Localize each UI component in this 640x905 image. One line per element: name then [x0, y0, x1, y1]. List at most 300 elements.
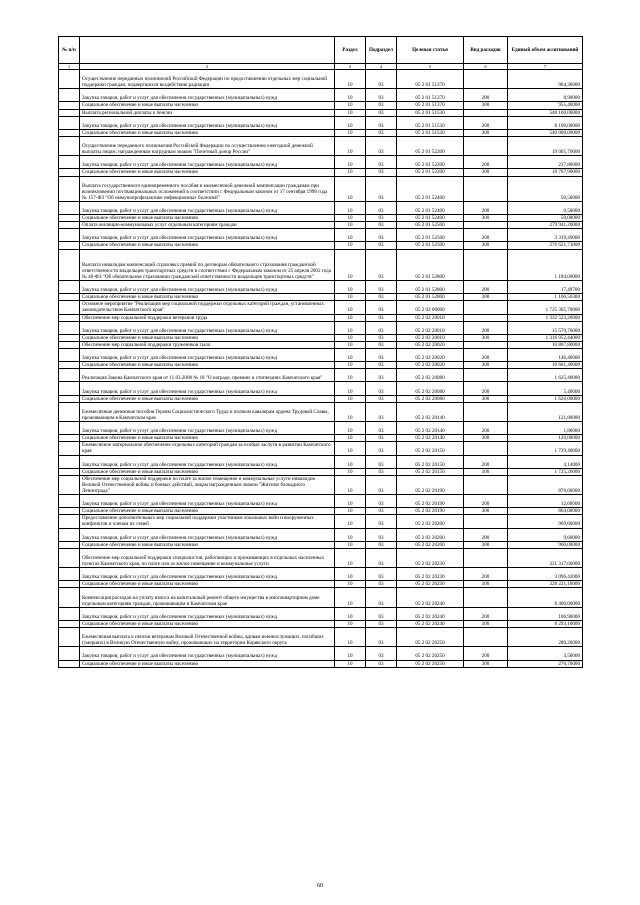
num-cell [59, 215, 80, 222]
table-row [59, 508, 583, 515]
amount-cell: 540 000,00000 [508, 129, 583, 136]
podrazdel-cell: 03 [366, 607, 397, 620]
num-cell [59, 349, 80, 362]
num-cell [59, 341, 80, 348]
razdel-cell: 10 [335, 647, 366, 660]
item-name: Предоставление дополнительных мер социальной поддержки участникам локальных войн и вооруженных конфликтов и членам их семей [80, 515, 335, 528]
table-row [59, 156, 583, 169]
razdel-cell: 10 [335, 201, 366, 214]
target-article-cell: 05 2 01 52800 [397, 294, 464, 301]
target-article-cell: 05 2 02 20230 [397, 568, 464, 581]
podrazdel-cell: 03 [366, 362, 397, 369]
razdel-cell: 10 [335, 422, 366, 435]
amount-cell: 4,14000 [508, 455, 583, 468]
amount-cell: 1 725,26000 [508, 468, 583, 475]
column-number: 6 [464, 64, 508, 70]
razdel-cell: 10 [335, 581, 366, 588]
item-name: Социальное обеспечение и иные выплаты населению [80, 541, 335, 548]
item-name: Ежемесячные денежные пособия Героям Социалистического Труда и полным кавалерам ордена Трудовой Славы, проживающим в Камчатском крае [80, 402, 335, 421]
amount-cell: 1 184,00000 [508, 249, 583, 281]
podrazdel-cell: 03 [366, 528, 397, 541]
item-name: Социальное обеспечение и иные выплаты населению [80, 620, 335, 627]
target-article-cell: 05 2 02 20200 [397, 528, 464, 541]
podrazdel-cell: 03 [366, 169, 397, 176]
podrazdel-cell: 03 [366, 314, 397, 321]
header-target-article: Целевая статья [397, 37, 464, 64]
num-cell [59, 468, 80, 475]
podrazdel-cell: 03 [366, 129, 397, 136]
target-article-cell: 05 2 02 20010 [397, 321, 464, 334]
razdel-cell: 10 [335, 116, 366, 129]
item-name: Закупка товаров, работ и услуг для обеспечения государственных (муниципальных) нужд [80, 647, 335, 660]
razdel-cell: 10 [335, 294, 366, 301]
expense-type-cell [464, 176, 508, 201]
target-article-cell: 05 2 01 52400 [397, 176, 464, 201]
item-name: Социальное обеспечение и иные выплаты населению [80, 395, 335, 402]
expense-type-cell [464, 70, 508, 89]
header-name [80, 37, 335, 64]
podrazdel-cell: 03 [366, 301, 397, 314]
expense-type-cell [464, 136, 508, 155]
amount-cell: 19 005,70000 [508, 136, 583, 155]
target-article-cell: 05 2 01 52500 [397, 222, 464, 229]
amount-cell: 1 729,40000 [508, 442, 583, 455]
razdel-cell: 10 [335, 628, 366, 647]
razdel-cell: 10 [335, 620, 366, 627]
razdel-cell: 10 [335, 70, 366, 89]
item-name: Обеспечение мер социальной поддержки специалистов, работающих и проживающих в отдельных населенных пунктах Камчатского края, по плате или за жилое помещение и коммунальные услуги [80, 548, 335, 567]
item-name: Социальное обеспечение и иные выплаты населению [80, 468, 335, 475]
amount-cell: 3,50000 [508, 647, 583, 660]
amount-cell: 331 317,60000 [508, 548, 583, 567]
target-article-cell: 05 2 02 20140 [397, 435, 464, 442]
target-article-cell: 05 2 01 52200 [397, 156, 464, 169]
podrazdel-cell: 03 [366, 402, 397, 421]
amount-cell: 1 332 523,20000 [508, 314, 583, 321]
podrazdel-cell: 03 [366, 215, 397, 222]
target-article-cell: 05 2 01 52800 [397, 281, 464, 294]
podrazdel-cell: 03 [366, 136, 397, 155]
num-cell [59, 382, 80, 395]
target-article-cell: 05 2 01 52200 [397, 169, 464, 176]
razdel-cell: 10 [335, 468, 366, 475]
razdel-cell: 10 [335, 89, 366, 102]
expense-type-cell: 200 [464, 229, 508, 242]
expense-type-cell [464, 515, 508, 528]
item-name: Закупка товаров, работ и услуг для обеспечения государственных (муниципальных) нужд [80, 349, 335, 362]
razdel-cell: 10 [335, 435, 366, 442]
target-article-cell: 05 2 01 51370 [397, 70, 464, 89]
num-cell [59, 495, 80, 508]
item-name: Социальное обеспечение и иные выплаты населению [80, 129, 335, 136]
table-row [59, 362, 583, 369]
target-article-cell: 05 2 02 20020 [397, 362, 464, 369]
podrazdel-cell: 03 [366, 176, 397, 201]
num-cell [59, 176, 80, 201]
expense-type-cell: 300 [464, 362, 508, 369]
num-cell [59, 249, 80, 281]
num-cell [59, 620, 80, 627]
table-row [59, 89, 583, 102]
num-cell [59, 222, 80, 229]
expense-type-cell: 200 [464, 422, 508, 435]
expense-type-cell: 300 [464, 581, 508, 588]
expense-type-cell [464, 369, 508, 382]
podrazdel-cell: 03 [366, 156, 397, 169]
razdel-cell: 10 [335, 607, 366, 620]
num-cell [59, 475, 80, 494]
podrazdel-cell: 03 [366, 660, 397, 667]
razdel-cell: 10 [335, 455, 366, 468]
target-article-cell: 05 2 02 20080 [397, 395, 464, 402]
razdel-cell: 10 [335, 222, 366, 229]
table-row [59, 442, 583, 455]
expense-type-cell: 200 [464, 528, 508, 541]
num-cell [59, 334, 80, 341]
amount-cell: 1 166,50300 [508, 294, 583, 301]
amount-cell: 50,00000 [508, 215, 583, 222]
podrazdel-cell: 03 [366, 70, 397, 89]
table-row [59, 222, 583, 229]
column-number: 2 [80, 64, 335, 70]
item-name: Обеспечение мер социальной поддержки ветеранов труда [80, 314, 335, 321]
podrazdel-cell: 03 [366, 382, 397, 395]
podrazdel-cell: 03 [366, 422, 397, 435]
item-name: Социальное обеспечение и иные выплаты населению [80, 508, 335, 515]
item-name: Закупка товаров, работ и услуг для обеспечения государственных (муниципальных) нужд [80, 455, 335, 468]
expense-type-cell [464, 222, 508, 229]
expense-type-cell: 200 [464, 568, 508, 581]
amount-cell: 955,40000 [508, 102, 583, 109]
table-row [59, 660, 583, 667]
item-name: Закупка товаров, работ и услуг для обеспечения государственных (муниципальных) нужд [80, 201, 335, 214]
expense-type-cell: 300 [464, 508, 508, 515]
expense-type-cell [464, 402, 508, 421]
item-name: Закупка товаров, работ и услуг для обеспечения государственных (муниципальных) нужд [80, 229, 335, 242]
target-article-cell: 05 2 02 20240 [397, 620, 464, 627]
razdel-cell: 10 [335, 176, 366, 201]
amount-cell: 1 620,00000 [508, 395, 583, 402]
target-article-cell: 05 2 02 20200 [397, 541, 464, 548]
razdel-cell: 10 [335, 314, 366, 321]
table-row [59, 628, 583, 647]
num-cell [59, 508, 80, 515]
razdel-cell: 10 [335, 281, 366, 294]
podrazdel-cell: 03 [366, 222, 397, 229]
expense-type-cell [464, 475, 508, 494]
item-name: Закупка товаров, работ и услуг для обеспечения государственных (муниципальных) нужд [80, 89, 335, 102]
table-row [59, 102, 583, 109]
item-name: Ежемесячное материальное обеспечение отдельных категорий граждан за особые заслуги в развитии Камчатского края [80, 442, 335, 455]
podrazdel-cell: 03 [366, 334, 397, 341]
item-name: Социальное обеспечение и иные выплаты населению [80, 581, 335, 588]
target-article-cell: 05 2 01 51530 [397, 109, 464, 116]
expense-type-cell: 300 [464, 102, 508, 109]
num-cell [59, 548, 80, 567]
amount-cell: 548 100,00000 [508, 109, 583, 116]
amount-cell: 8 400,00000 [508, 588, 583, 607]
amount-cell: 121,80000 [508, 402, 583, 421]
amount-cell: 969,60000 [508, 515, 583, 528]
razdel-cell: 10 [335, 362, 366, 369]
podrazdel-cell: 03 [366, 568, 397, 581]
num-cell [59, 70, 80, 89]
razdel-cell: 10 [335, 402, 366, 421]
razdel-cell: 10 [335, 249, 366, 281]
expense-type-cell: 300 [464, 620, 508, 627]
num-cell [59, 156, 80, 169]
table-row [59, 620, 583, 627]
table-row [59, 215, 583, 222]
target-article-cell: 05 2 01 51370 [397, 102, 464, 109]
num-cell [59, 628, 80, 647]
podrazdel-cell: 03 [366, 395, 397, 402]
num-cell [59, 89, 80, 102]
expense-type-cell: 300 [464, 242, 508, 249]
num-cell [59, 422, 80, 435]
table-row [59, 229, 583, 242]
amount-cell: 50,50000 [508, 176, 583, 201]
table-row [59, 369, 583, 382]
razdel-cell: 10 [335, 349, 366, 362]
table-row [59, 548, 583, 567]
razdel-cell: 10 [335, 301, 366, 314]
expense-type-cell: 200 [464, 116, 508, 129]
target-article-cell: 05 2 02 20190 [397, 475, 464, 494]
amount-cell: 17,49700 [508, 281, 583, 294]
razdel-cell: 10 [335, 508, 366, 515]
razdel-cell: 10 [335, 495, 366, 508]
expense-type-cell: 200 [464, 321, 508, 334]
table-row [59, 70, 583, 89]
item-name: Социальное обеспечение и иные выплаты населению [80, 215, 335, 222]
table-row [59, 528, 583, 541]
razdel-cell: 10 [335, 334, 366, 341]
amount-cell: 146,40000 [508, 349, 583, 362]
num-cell [59, 321, 80, 334]
razdel-cell: 10 [335, 215, 366, 222]
target-article-cell: 05 2 01 52800 [397, 249, 464, 281]
expense-type-cell: 200 [464, 349, 508, 362]
table-row [59, 321, 583, 334]
target-article-cell: 05 2 02 20010 [397, 314, 464, 321]
podrazdel-cell: 03 [366, 242, 397, 249]
amount-cell: 864,00000 [508, 508, 583, 515]
table-row [59, 475, 583, 494]
podrazdel-cell: 03 [366, 321, 397, 334]
amount-cell: 280,20000 [508, 628, 583, 647]
target-article-cell: 05 2 02 20230 [397, 548, 464, 567]
podrazdel-cell: 03 [366, 495, 397, 508]
num-cell [59, 314, 80, 321]
amount-cell: 0,50000 [508, 201, 583, 214]
amount-cell: 120,00000 [508, 435, 583, 442]
podrazdel-cell: 03 [366, 435, 397, 442]
header-amount: Единый объем ассигнований [508, 37, 583, 64]
table-row [59, 169, 583, 176]
razdel-cell: 10 [335, 109, 366, 116]
amount-cell: 964,30000 [508, 70, 583, 89]
razdel-cell: 10 [335, 528, 366, 541]
expense-type-cell: 300 [464, 334, 508, 341]
podrazdel-cell: 03 [366, 109, 397, 116]
amount-cell: 876,60000 [508, 475, 583, 494]
expense-type-cell [464, 301, 508, 314]
num-cell [59, 201, 80, 214]
item-name: Оплата жилищно-коммунальных услуг отдельным категориям граждан [80, 222, 335, 229]
target-article-cell: 05 2 02 20080 [397, 382, 464, 395]
expense-type-cell [464, 314, 508, 321]
podrazdel-cell: 03 [366, 548, 397, 567]
num-cell [59, 435, 80, 442]
amount-cell: 279 941,20000 [508, 222, 583, 229]
table-row [59, 176, 583, 201]
expense-type-cell: 200 [464, 382, 508, 395]
target-article-cell: 05 2 02 20080 [397, 369, 464, 382]
podrazdel-cell: 03 [366, 455, 397, 468]
expense-type-cell: 200 [464, 647, 508, 660]
expense-type-cell: 300 [464, 129, 508, 136]
num-cell [59, 568, 80, 581]
column-number: 5 [397, 64, 464, 70]
expense-type-cell: 200 [464, 607, 508, 620]
expense-type-cell: 300 [464, 435, 508, 442]
expense-type-cell: 300 [464, 215, 508, 222]
item-name: Компенсация расходов на уплату взноса на капитальный ремонт общего имущества в многоквартирном доме отдельным категориям граждан, проживающим в Камчатском крае [80, 588, 335, 607]
expense-type-cell: 200 [464, 281, 508, 294]
podrazdel-cell: 03 [366, 201, 397, 214]
expense-type-cell [464, 442, 508, 455]
target-article-cell: 05 2 02 00000 [397, 301, 464, 314]
header-num: № п/п [59, 37, 80, 64]
target-article-cell: 05 2 02 20140 [397, 422, 464, 435]
num-cell [59, 660, 80, 667]
item-name: Осуществление переданного полномочия Российской Федерации по осуществлению ежегодной денежной выплаты лицам, награжденным нагрудным знаком "Почетный донор России" [80, 136, 335, 155]
amount-cell: 18 767,90000 [508, 169, 583, 176]
razdel-cell: 10 [335, 395, 366, 402]
amount-cell: 1 625,40000 [508, 369, 583, 382]
num-cell [59, 281, 80, 294]
amount-cell: 237,80000 [508, 156, 583, 169]
expense-type-cell: 300 [464, 169, 508, 176]
target-article-cell: 05 2 02 20250 [397, 628, 464, 647]
item-name: Социальное обеспечение и иные выплаты населению [80, 294, 335, 301]
razdel-cell: 10 [335, 136, 366, 155]
razdel-cell: 10 [335, 229, 366, 242]
amount-cell: 10 807,80000 [508, 341, 583, 348]
podrazdel-cell: 03 [366, 647, 397, 660]
num-cell [59, 647, 80, 660]
table-row [59, 281, 583, 294]
table-row [59, 242, 583, 249]
column-number: 4 [366, 64, 397, 70]
table-row [59, 301, 583, 314]
table-row [59, 349, 583, 362]
podrazdel-cell: 03 [366, 620, 397, 627]
razdel-cell: 10 [335, 588, 366, 607]
razdel-cell: 10 [335, 515, 366, 528]
amount-cell: 12,60000 [508, 495, 583, 508]
item-name: Закупка товаров, работ и услуг для обеспечения государственных (муниципальных) нужд [80, 607, 335, 620]
target-article-cell: 05 2 02 20230 [397, 581, 464, 588]
column-number: 1 [59, 64, 80, 70]
razdel-cell: 10 [335, 382, 366, 395]
amount-cell: 1,80000 [508, 422, 583, 435]
item-name: Социальное обеспечение и иные выплаты населению [80, 334, 335, 341]
amount-cell: 276,70000 [508, 660, 583, 667]
amount-cell: 15 570,76000 [508, 321, 583, 334]
header-podrazdel: Подраздел [366, 37, 397, 64]
table-row [59, 382, 583, 395]
num-cell [59, 362, 80, 369]
target-article-cell: 05 2 02 20250 [397, 660, 464, 667]
num-cell [59, 301, 80, 314]
target-article-cell: 05 2 02 20240 [397, 588, 464, 607]
item-name: Обеспечение мер социальной поддержки по плате за жилое помещение и коммунальные услуги инвалидов Великой Отечественной войны и боевых действий, лицам награжденным знаком "Жителю блокадного Ленинграда" [80, 475, 335, 494]
target-article-cell: 05 2 01 52200 [397, 136, 464, 155]
expense-type-cell [464, 588, 508, 607]
podrazdel-cell: 03 [366, 515, 397, 528]
item-name: Социальное обеспечение и иные выплаты населению [80, 169, 335, 176]
razdel-cell: 10 [335, 341, 366, 348]
item-name: Социальное обеспечение и иные выплаты населению [80, 660, 335, 667]
amount-cell: 8 293,10000 [508, 620, 583, 627]
num-cell [59, 442, 80, 455]
amount-cell: 1 316 952,44000 [508, 334, 583, 341]
item-name: Выплата инвалидам компенсаций страховых премий по договорам обязательного страхования гражданской ответственности владельцев транспортных средств в соответствии с Федеральным законом от 25 апреля 2002 года № 40-ФЗ "Об обязательном страховании гражданской ответственности владельцев транспортных средств" [80, 249, 335, 281]
amount-cell: 9,60000 [508, 528, 583, 541]
num-cell [59, 229, 80, 242]
podrazdel-cell: 03 [366, 475, 397, 494]
amount-cell: 3 319,49000 [508, 229, 583, 242]
table-row [59, 455, 583, 468]
num-cell [59, 395, 80, 402]
amount-cell: 8,90000 [508, 89, 583, 102]
target-article-cell: 05 2 01 51370 [397, 89, 464, 102]
podrazdel-cell: 03 [366, 442, 397, 455]
table-row [59, 395, 583, 402]
item-name: Социальное обеспечение и иные выплаты населению [80, 242, 335, 249]
razdel-cell: 10 [335, 156, 366, 169]
item-name: Осуществление переданных полномочий Российской Федерации по предоставлению отдельных мер социальной поддержки граждан, подвергшихся воздействию радиации [80, 70, 335, 89]
podrazdel-cell: 03 [366, 628, 397, 647]
amount-cell: 5,40000 [508, 382, 583, 395]
target-article-cell: 05 2 01 52400 [397, 201, 464, 214]
razdel-cell: 10 [335, 169, 366, 176]
table-row [59, 541, 583, 548]
item-name: Социальное обеспечение и иные выплаты населению [80, 435, 335, 442]
target-article-cell: 05 2 01 51530 [397, 116, 464, 129]
razdel-cell: 10 [335, 475, 366, 494]
razdel-cell: 10 [335, 369, 366, 382]
podrazdel-cell: 03 [366, 468, 397, 475]
table-row [59, 468, 583, 475]
amount-cell: 3 096,42000 [508, 568, 583, 581]
table-row [59, 515, 583, 528]
page-number: 60 [317, 883, 323, 889]
razdel-cell: 10 [335, 102, 366, 109]
table-row [59, 109, 583, 116]
podrazdel-cell: 03 [366, 294, 397, 301]
item-name: Выплата государственного единовременного пособия и ежемесячной денежной компенсации гражданам при возникновении поствакцинальных осложнений в соответствии с Федеральным законом от 17 сентября 1998 года № 157-ФЗ "Об иммунопрофилактике инфекционных болезней" [80, 176, 335, 201]
table-row [59, 334, 583, 341]
table-row [59, 588, 583, 607]
expense-type-cell: 300 [464, 294, 508, 301]
num-cell [59, 541, 80, 548]
target-article-cell: 05 2 02 20150 [397, 442, 464, 455]
num-cell [59, 455, 80, 468]
table-row [59, 647, 583, 660]
